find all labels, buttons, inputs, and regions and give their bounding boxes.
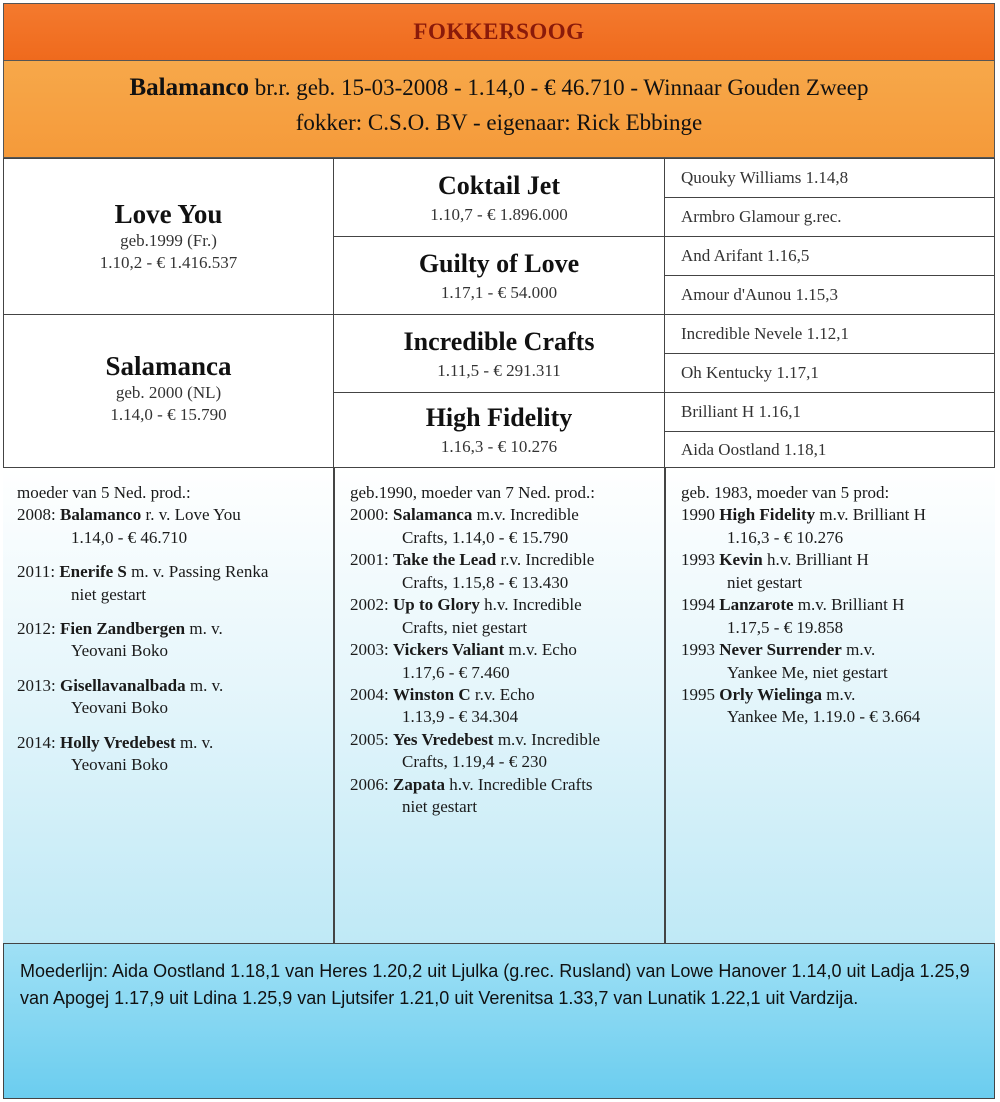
pedigree-cell-gen3: Armbro Glamour g.rec. — [664, 197, 995, 237]
entry-cont: 1.16,3 - € 10.276 — [727, 527, 844, 547]
offspring-entry — [17, 618, 333, 663]
entry-year: 2005: — [350, 729, 389, 749]
entry-cont: Crafts, 1.15,8 - € 13.430 — [402, 572, 569, 592]
entry-name: Holly Vredebest — [59, 732, 176, 752]
dam-line-footer — [3, 943, 995, 1099]
offspring-details — [3, 468, 995, 943]
offspring-column-2 — [334, 468, 665, 943]
entry-year: 1995 — [681, 685, 715, 705]
entry-desc: m.v. Echo — [504, 640, 577, 660]
offspring-entry — [17, 561, 333, 606]
column-heading: moeder van 5 Ned. prod.: — [17, 483, 191, 502]
entry-cont: Yankee Me, 1.19.0 - € 3.664 — [727, 707, 921, 727]
entry-desc: m.v. — [841, 640, 876, 660]
title-text: FOKKERSOOG — [413, 19, 585, 44]
entry-year: 2011: — [17, 562, 56, 582]
gen2-record: 1.17,1 - € 54.000 — [440, 283, 558, 302]
entry-name: Gisellavanalbada — [59, 675, 186, 695]
entry-cont: Yeovani Boko — [71, 698, 168, 718]
entry-name: Never Surrender — [719, 640, 842, 660]
entry-name: Orly Wielinga — [719, 685, 823, 705]
offspring-entry — [681, 504, 995, 549]
entry-cont: niet gestart — [71, 584, 147, 604]
offspring-entry — [350, 549, 664, 594]
entry-desc: r. v. Love You — [141, 505, 241, 525]
entry-desc: r.v. Incredible — [496, 550, 595, 570]
column-heading: geb. 1983, moeder van 5 prod: — [681, 483, 890, 502]
entry-name: Take the Lead — [392, 550, 497, 570]
pedigree-cell-gen3: Aida Oostland 1.18,1 — [664, 431, 995, 468]
entry-year: 1994 — [681, 595, 715, 615]
gen2-record: 1.16,3 - € 10.276 — [440, 437, 558, 456]
offspring-entry — [17, 504, 333, 549]
gen2-name: Guilty of Love — [418, 249, 580, 278]
pedigree-cell-gen3: Brilliant H 1.16,1 — [664, 392, 995, 432]
entry-desc: m.v. — [822, 685, 856, 705]
header-line-1 — [4, 74, 994, 102]
pedigree-cell-gen2 — [333, 236, 665, 315]
entry-cont: 1.17,6 - € 7.460 — [402, 662, 510, 682]
entry-desc: h.v. Incredible — [479, 595, 582, 615]
entry-desc: m.v. Brilliant H — [815, 505, 926, 525]
dam-line-text: Moederlijn: Aida Oostland 1.18,1 van Heres 1.20,2 uit Ljulka (g.rec. Rusland) van Lowe Hanover 1.14,0 uit Ladja 1.25,9 van Apogej 1.17,9 uit Ldina 1.25,9 van Ljutsifer 1.21,0 uit Verenitsa 1.33,7 van Lunatik 1.22,1 uit Vardzija. — [20, 961, 970, 1008]
entry-name: Vickers Valiant — [392, 640, 505, 660]
entry-year: 2000: — [350, 505, 389, 525]
sire-cell — [3, 158, 334, 315]
entry-year: 2004: — [350, 685, 389, 705]
sire-born: geb.1999 (Fr.) — [120, 231, 217, 250]
page-title — [3, 3, 995, 61]
entry-desc: h.v. Brilliant H — [762, 550, 869, 570]
gen2-record: 1.10,7 - € 1.896.000 — [430, 205, 568, 224]
entry-name: Kevin — [719, 550, 763, 570]
entry-desc: r.v. Echo — [470, 685, 535, 705]
offspring-entry — [17, 675, 333, 720]
dam-name: Salamanca — [105, 351, 232, 381]
entry-cont: 1.14,0 - € 46.710 — [71, 527, 188, 547]
dam-record: 1.14,0 - € 15.790 — [110, 405, 227, 424]
entry-year: 2012: — [17, 619, 56, 639]
entry-desc: m. v. Passing Renka — [126, 562, 269, 582]
gen2-record: 1.11,5 - € 291.311 — [437, 361, 561, 380]
entry-year: 2002: — [350, 595, 389, 615]
entry-desc: h.v. Incredible Crafts — [444, 774, 593, 794]
entry-cont: Crafts, 1.14,0 - € 15.790 — [402, 527, 569, 547]
entry-desc: m.v. Incredible — [472, 505, 579, 525]
offspring-entry — [350, 639, 664, 684]
dam-born: geb. 2000 (NL) — [115, 383, 222, 402]
header-line-2: fokker: C.S.O. BV - eigenaar: Rick Ebbinge — [295, 110, 703, 135]
offspring-entry — [681, 639, 995, 684]
entry-name: Salamanca — [392, 505, 473, 525]
entry-name: High Fidelity — [719, 505, 816, 525]
pedigree-cell-gen3: Oh Kentucky 1.17,1 — [664, 353, 995, 393]
pedigree-table — [3, 158, 995, 468]
gen2-name: Coktail Jet — [437, 171, 561, 200]
gen2-name: Incredible Crafts — [403, 327, 595, 356]
offspring-entry — [350, 504, 664, 549]
entry-cont: Yeovani Boko — [71, 755, 168, 775]
pedigree-cell-gen3: Incredible Nevele 1.12,1 — [664, 314, 995, 354]
offspring-entry — [681, 684, 995, 729]
entry-desc: m. v. — [185, 675, 224, 695]
entry-desc: m.v. Brilliant H — [793, 595, 905, 615]
horse-header — [3, 61, 995, 158]
column-heading: geb.1990, moeder van 7 Ned. prod.: — [350, 483, 596, 502]
entry-year: 2013: — [17, 675, 56, 695]
entry-year: 2014: — [17, 732, 56, 752]
entry-year: 2001: — [350, 550, 389, 570]
entry-cont: niet gestart — [402, 797, 478, 817]
entry-name: Lanzarote — [719, 595, 794, 615]
pedigree-cell-gen2 — [333, 158, 665, 237]
entry-year: 1993 — [681, 640, 715, 660]
entry-cont: 1.13,9 - € 34.304 — [402, 707, 519, 727]
offspring-entry — [350, 774, 664, 819]
horse-info: br.r. geb. 15-03-2008 - 1.14,0 - € 46.710 - Winnaar Gouden Zweep — [248, 75, 869, 100]
pedigree-cell-gen3: And Arifant 1.16,5 — [664, 236, 995, 276]
offspring-entry — [681, 549, 995, 594]
entry-cont: 1.17,5 - € 19.858 — [727, 617, 844, 637]
offspring-entry — [350, 594, 664, 639]
entry-year: 2003: — [350, 640, 389, 660]
entry-name: Enerife S — [59, 562, 127, 582]
offspring-entry — [350, 729, 664, 774]
pedigree-cell-gen2 — [333, 314, 665, 393]
horse-name: Balamanco — [129, 74, 249, 101]
entry-name: Yes Vredebest — [392, 729, 494, 749]
offspring-column-1 — [3, 468, 334, 943]
entry-cont: niet gestart — [727, 572, 803, 592]
entry-cont: Crafts, 1.19,4 - € 230 — [402, 752, 547, 772]
offspring-entry — [681, 594, 995, 639]
entry-year: 1990 — [681, 505, 715, 525]
entry-year: 2008: — [17, 505, 56, 525]
entry-year: 1993 — [681, 550, 715, 570]
gen2-name: High Fidelity — [425, 403, 573, 432]
offspring-entry — [17, 732, 333, 777]
entry-year: 2006: — [350, 774, 389, 794]
entry-cont: Yeovani Boko — [71, 641, 168, 661]
pedigree-cell-gen3: Quouky Williams 1.14,8 — [664, 158, 995, 198]
dam-cell — [3, 314, 334, 468]
offspring-entry — [350, 684, 664, 729]
entry-desc: m.v. Incredible — [493, 729, 601, 749]
entry-name: Winston C — [392, 685, 471, 705]
pedigree-cell-gen2 — [333, 392, 665, 468]
entry-name: Zapata — [392, 774, 445, 794]
sire-record: 1.10,2 - € 1.416.537 — [99, 253, 238, 272]
entry-cont: Crafts, niet gestart — [402, 617, 528, 637]
entry-desc: m. v. — [185, 619, 223, 639]
entry-name: Balamanco — [59, 505, 142, 525]
sire-name: Love You — [114, 199, 223, 229]
entry-name: Up to Glory — [392, 595, 480, 615]
entry-name: Fien Zandbergen — [59, 619, 186, 639]
entry-desc: m. v. — [175, 732, 214, 752]
entry-cont: Yankee Me, niet gestart — [727, 662, 888, 682]
pedigree-cell-gen3: Amour d'Aunou 1.15,3 — [664, 275, 995, 315]
offspring-column-3 — [665, 468, 995, 943]
